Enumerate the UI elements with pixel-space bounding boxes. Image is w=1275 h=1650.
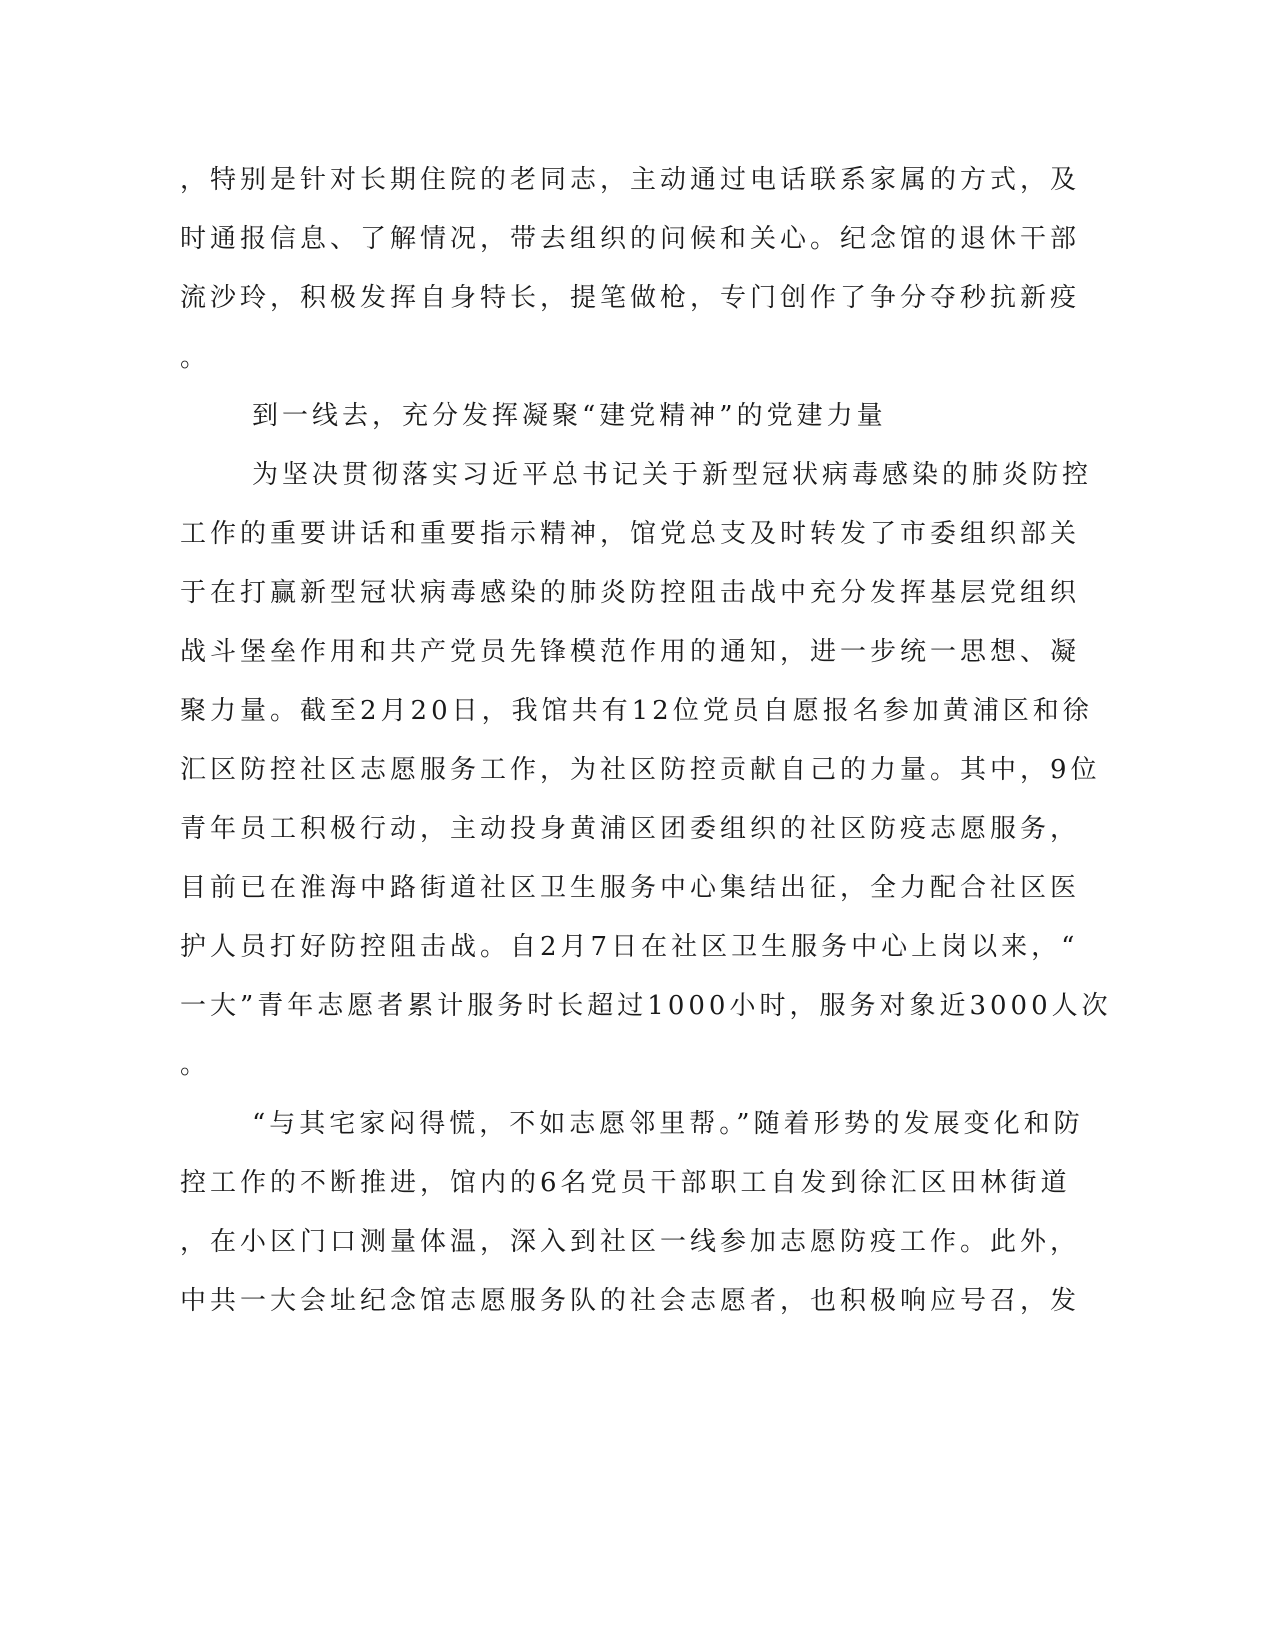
text-line: 工作的重要讲话和重要指示精神，馆党总支及时转发了市委组织部关	[180, 519, 1081, 549]
text-line: 流沙玲，积极发挥自身特长，提笔做枪，专门创作了争分夺秒抗新疫	[180, 283, 1081, 313]
text-line: 中共一大会址纪念馆志愿服务队的社会志愿者，也积极响应号召，发	[180, 1286, 1081, 1316]
text-line: 目前已在淮海中路街道社区卫生服务中心集结出征，全力配合社区医	[180, 873, 1081, 903]
section-heading: 到一线去，充分发挥凝聚“建党精神”的党建力量	[252, 401, 887, 431]
text-line: 聚力量。截至2月20日，我馆共有12位党员自愿报名参加黄浦区和徐	[180, 696, 1093, 726]
text-line: 时通报信息、了解情况，带去组织的问候和关心。纪念馆的退休干部	[180, 224, 1081, 254]
text-line: 一大”青年志愿者累计服务时长超过1000小时，服务对象近3000人次	[180, 991, 1112, 1021]
text-line: 。	[180, 1050, 211, 1080]
text-line: ，在小区门口测量体温，深入到社区一线参加志愿防疫工作。此外，	[180, 1227, 1081, 1257]
text-line: 控工作的不断推进，馆内的6名党员干部职工自发到徐汇区田林街道	[180, 1168, 1071, 1198]
text-line: 汇区防控社区志愿服务工作，为社区防控贡献自己的力量。其中，9位	[180, 755, 1101, 785]
text-line: 为坚决贯彻落实习近平总书记关于新型冠状病毒感染的肺炎防控	[252, 460, 1093, 490]
text-line: 护人员打好防控阻击战。自2月7日在社区卫生服务中心上岗以来，“	[180, 932, 1079, 962]
text-line: 青年员工积极行动，主动投身黄浦区团委组织的社区防疫志愿服务，	[180, 814, 1081, 844]
text-line: 于在打赢新型冠状病毒感染的肺炎防控阻击战中充分发挥基层党组织	[180, 578, 1081, 608]
text-line: 。	[180, 343, 211, 373]
text-line: ，特别是针对长期住院的老同志，主动通过电话联系家属的方式，及	[180, 165, 1081, 195]
text-line: “与其宅家闷得慌，不如志愿邻里帮。”随着形势的发展变化和防	[252, 1109, 1084, 1139]
text-line: 战斗堡垒作用和共产党员先锋模范作用的通知，进一步统一思想、凝	[180, 637, 1081, 667]
